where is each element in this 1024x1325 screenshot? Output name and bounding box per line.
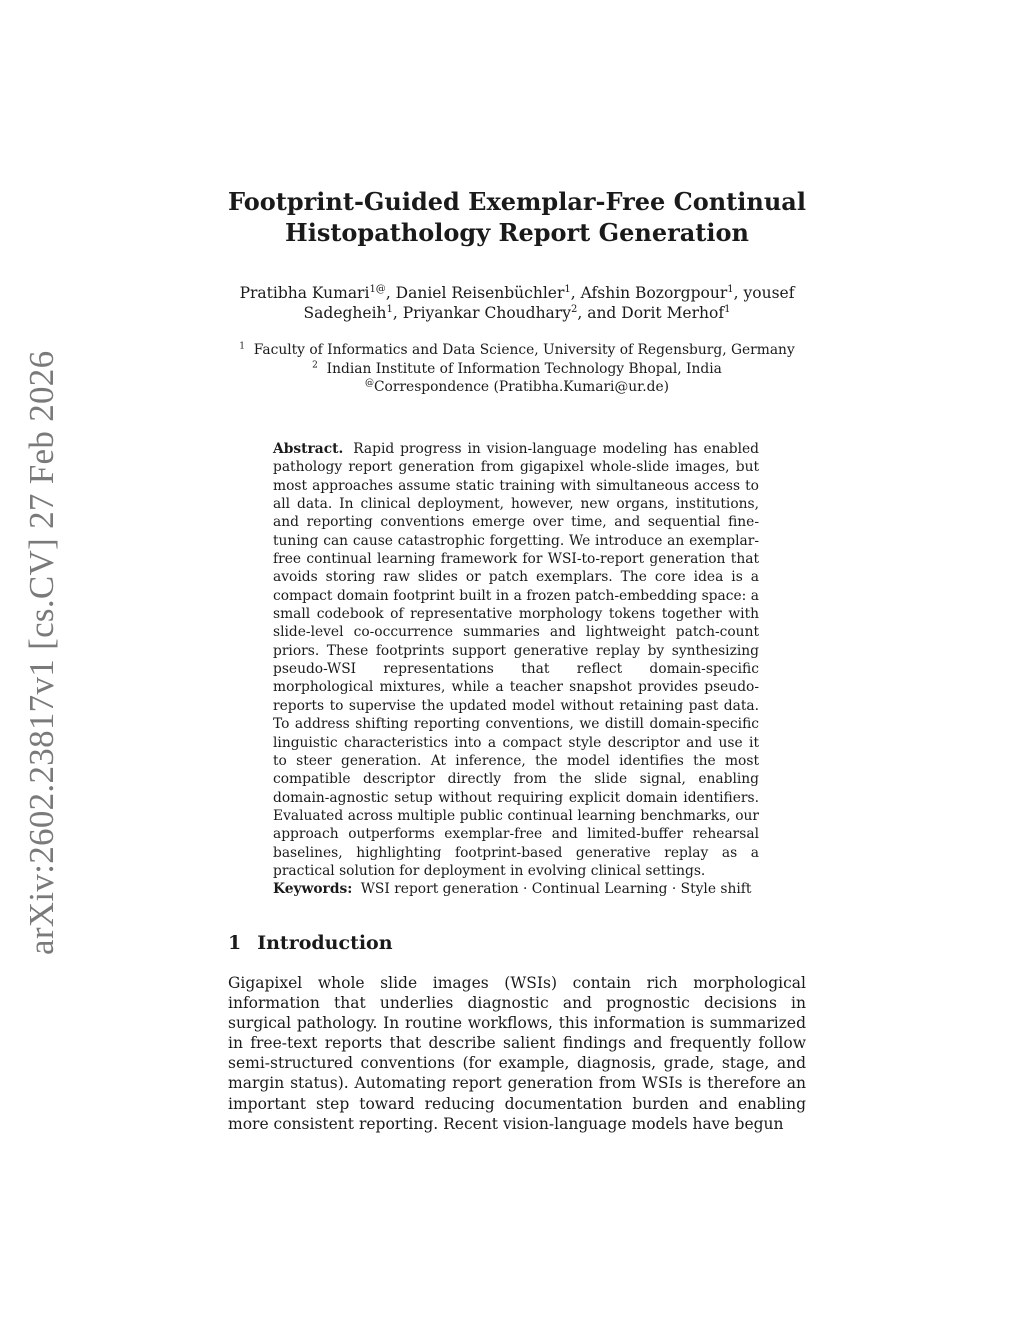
section-number: 1	[228, 932, 242, 954]
author: Daniel Reisenbüchler$^1$,	[395, 283, 581, 302]
introduction-paragraph: Gigapixel whole slide images (WSIs) contain rich morphological information that underlies diagnostic and prognostic decisions in surgical pathology. In routine workflows, this information is summarized in free-text reports that describe salient findings and frequently follow semi-structured conventions (for example, diagnosis, grade, stage, and margin status). Automating report generation from WSIs is therefore an important step toward reducing documentation burden and enabling more consistent reporting. Recent vision-language models have begun	[228, 974, 806, 1133]
author: Pratibha Kumari$^{1@}$,	[239, 283, 396, 302]
affiliation-list	[228, 341, 806, 397]
arxiv-identifier: arXiv:2602.23817v1 [cs.CV] 27 Feb 2026	[22, 350, 61, 955]
affiliation: @Correspondence (Pratibha.Kumari@ur.de)	[365, 378, 669, 395]
abstract-text: Rapid progress in vision-language modeling has enabled pathology report generation from gigapixel whole-slide images, but most approaches assume static training with simultaneous access to all data. In clinical deployment, however, new organs, institutions, and reporting conventions emerge over time, and sequential fine-tuning can cause catastrophic forgetting. We introduce an exemplar-free continual learning framework for WSI-to-report generation that avoids storing raw slides or patch exemplars. The core idea is a compact domain footprint built in a frozen patch-embedding space: a small codebook of representative morphology tokens together with slide-level co-occurrence summaries and lightweight patch-count priors. These footprints support generative replay by synthesizing pseudo-WSI representations that reflect domain-specific morphological mixtures, while a teacher snapshot provides pseudo-reports to supervise the updated model without retaining past data. To address shifting reporting conventions, we distill domain-specific linguistic characteristics into a compact style descriptor and use it to steer generation. At inference, the model identifies the most compatible descriptor directly from the slide signal, enabling domain-agnostic setup without requiring explicit domain identifiers. Evaluated across multiple public continual learning benchmarks, our approach outperforms exemplar-free and limited-buffer rehearsal baselines, highlighting footprint-based generative replay as a practical solution for deployment in evolving clinical settings.	[273, 441, 760, 879]
affiliation: $^2$ Indian Institute of Information Technology Bhopal, India	[312, 359, 722, 377]
author-list	[228, 283, 806, 323]
abstract-label: Abstract.	[273, 441, 344, 457]
author: Afshin Bozorgpour$^1$,	[580, 283, 744, 302]
author: Priyankar Choudhary$^2$, and	[402, 303, 622, 322]
title-line-2: Histopathology Report Generation	[285, 218, 749, 247]
keywords-text: WSI report generation · Continual Learning · Style shift	[360, 881, 752, 897]
author: yousef Sadegheih$^1$,	[303, 284, 795, 322]
section-title: Introduction	[257, 932, 393, 954]
keywords-label: Keywords:	[273, 881, 353, 897]
section-heading	[228, 932, 393, 954]
abstract	[273, 440, 759, 880]
affiliation: $^1$ Faculty of Informatics and Data Science, University of Regensburg, Germany	[239, 341, 795, 358]
paper-title	[228, 186, 806, 248]
author: Dorit Merhof$^1$	[621, 303, 731, 322]
title-line-1: Footprint-Guided Exemplar-Free Continual	[228, 187, 806, 216]
keywords	[273, 880, 759, 898]
